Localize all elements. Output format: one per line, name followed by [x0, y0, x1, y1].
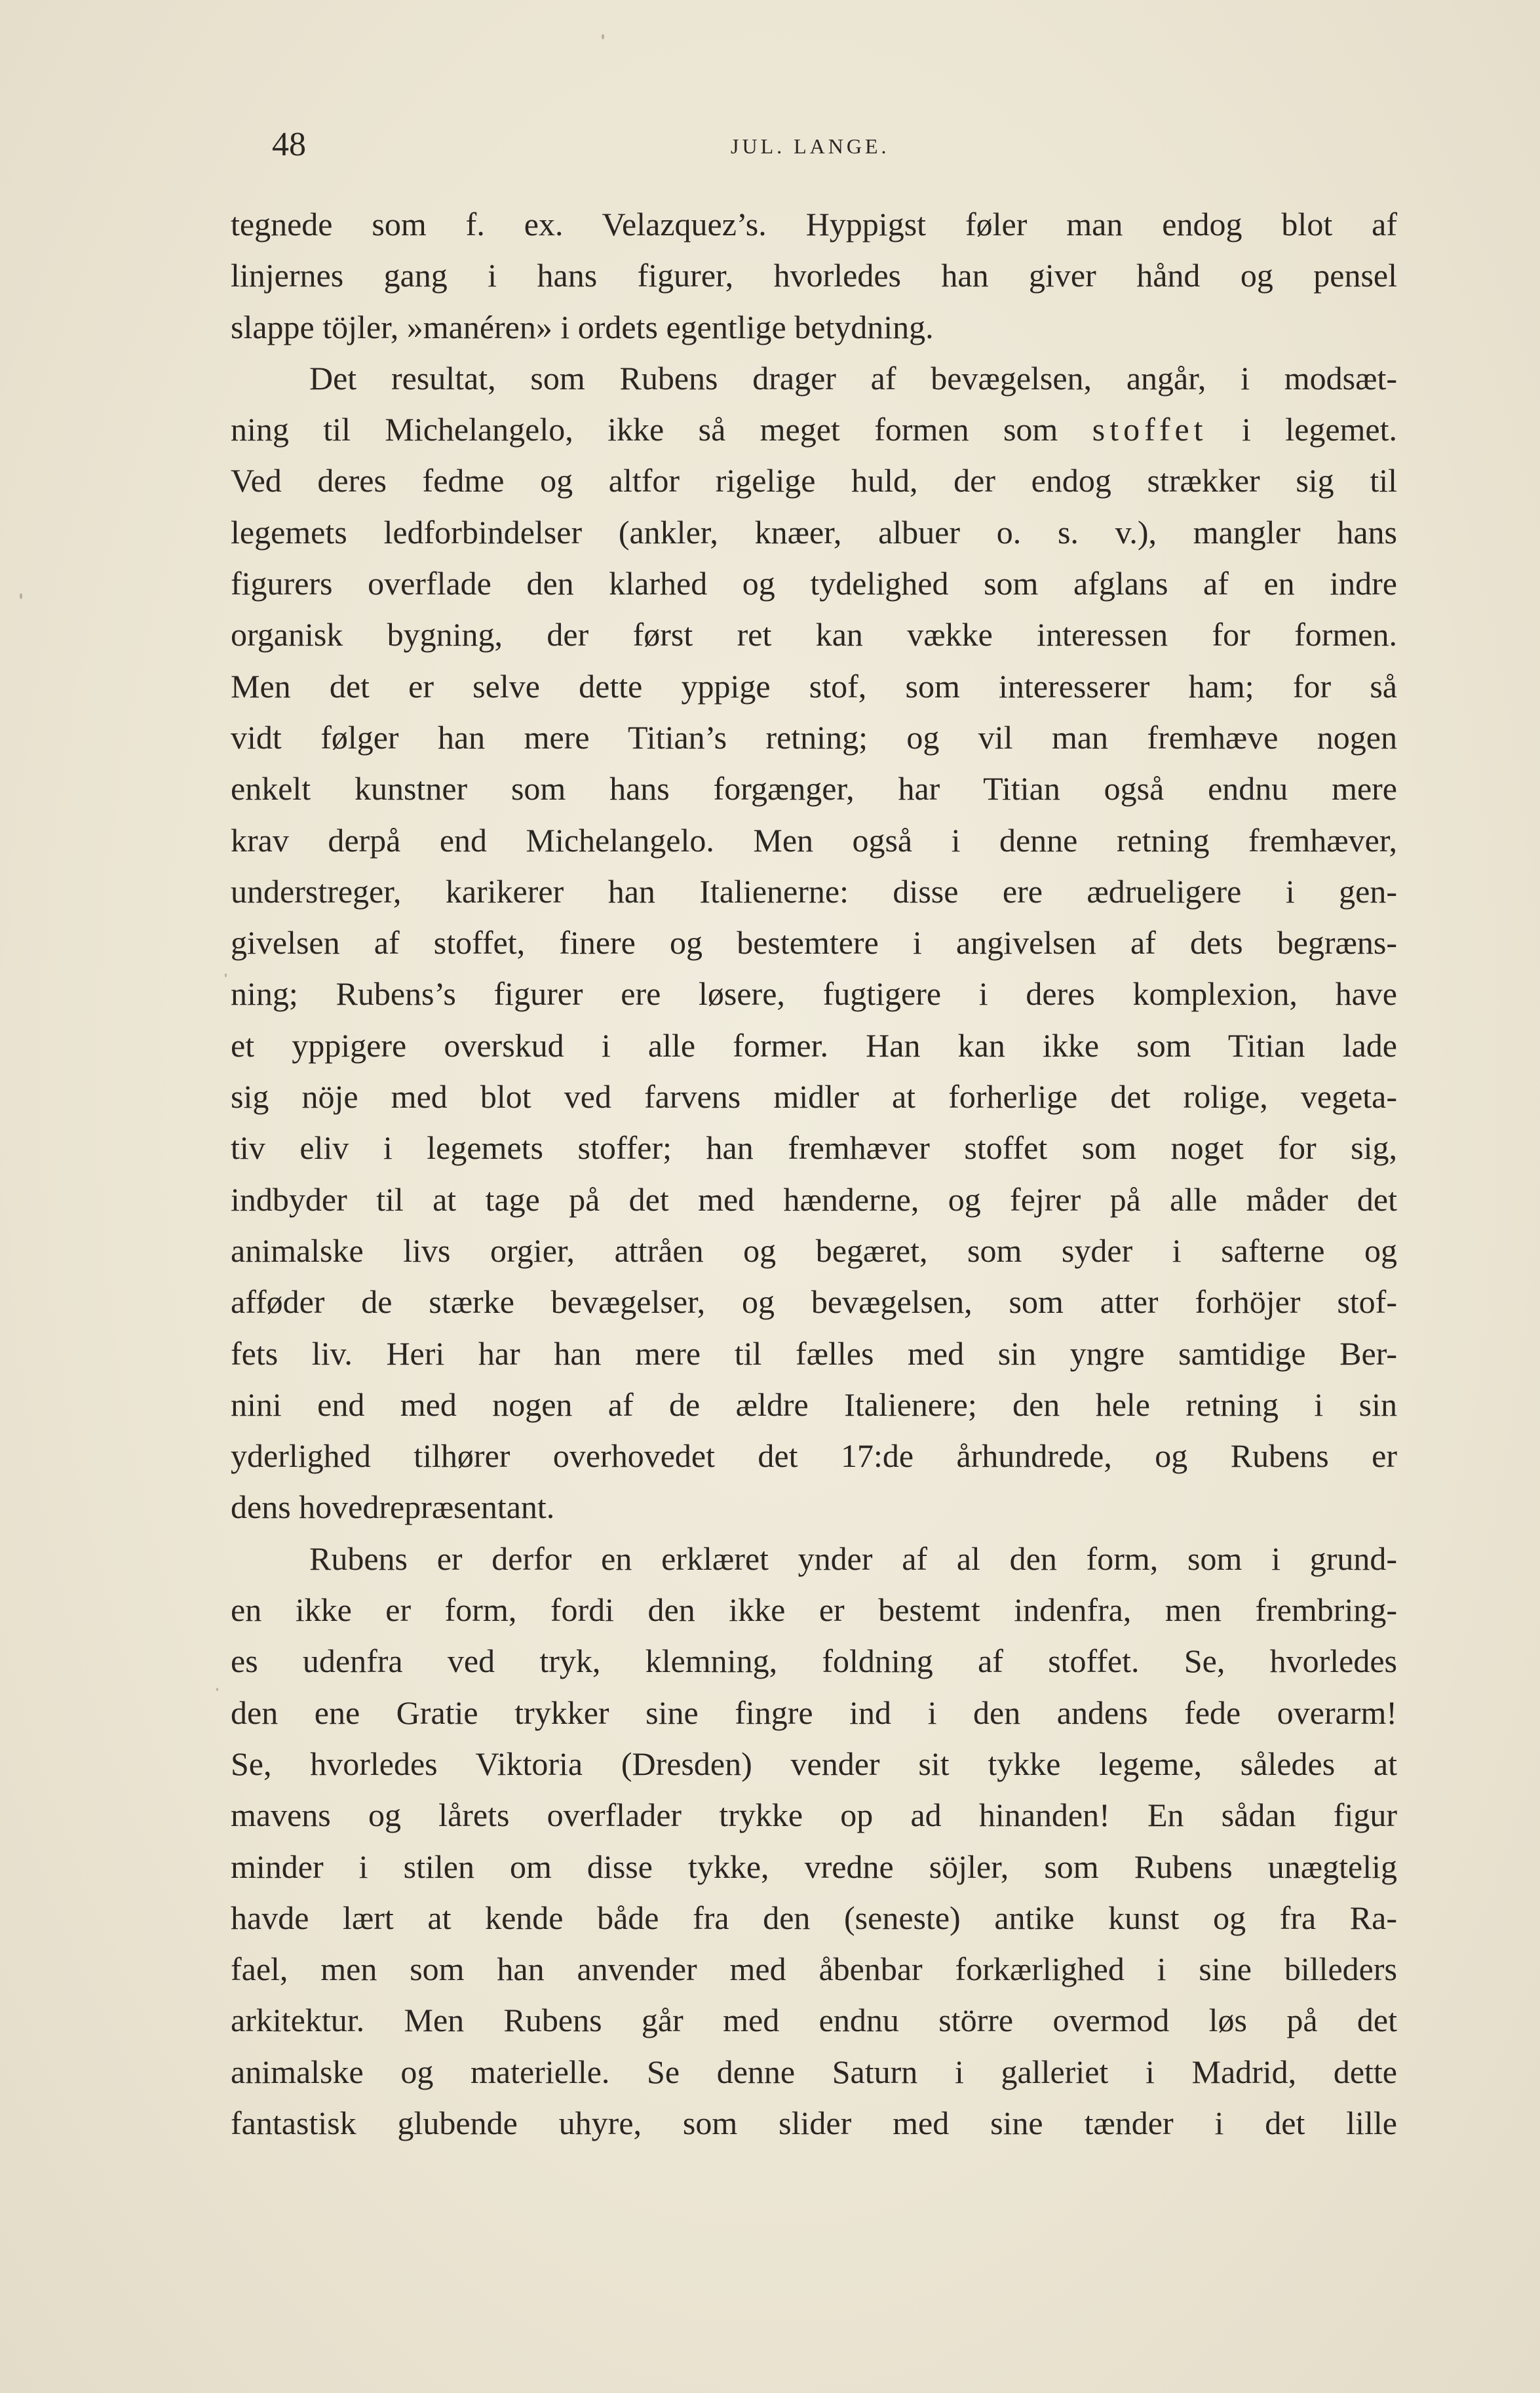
text-line: krav derpå end Michelangelo. Men også i denne retning fremhæver, — [231, 821, 1397, 859]
body-text — [231, 199, 1397, 2149]
emphasized-word: stoffet — [1092, 411, 1208, 448]
text-line: tegnede som f. ex. Velazquez’s. Hyppigst føler man endog blot af — [231, 206, 1397, 243]
text-line: Se, hvorledes Viktoria (Dresden) vender sit tykke legeme, således at — [231, 1745, 1397, 1782]
text-fragment: ning til Michelangelo, ikke så meget formen som — [231, 411, 1058, 448]
text-line: figurers overflade den klarhed og tydelighed som afglans af en indre — [231, 565, 1397, 602]
text-line: slappe töjler, »manéren» i ordets egentlige betydning. — [231, 308, 934, 345]
paper-speck — [20, 593, 22, 599]
text-line: den ene Gratie trykker sine fingre ind i den andens fede overarm! — [231, 1694, 1397, 1731]
text-line: mavens og lårets overflader trykke op ad hinanden! En sådan figur — [231, 1797, 1397, 1834]
text-line: Ved deres fedme og altfor rigelige huld, der endog strækker sig til — [231, 462, 1397, 499]
text-line: animalske og materielle. Se denne Saturn i galleriet i Madrid, dette — [231, 2053, 1397, 2090]
text-line: Det resultat, som Rubens drager af bevægelsen, angår, i modsæt- — [309, 359, 1397, 397]
text-line: fael, men som han anvender med åbenbar forkærlighed i sine billeders — [231, 1951, 1397, 1988]
paper-speck — [216, 1688, 218, 1691]
text-line: nini end med nogen af de ældre Italienere; den hele retning i sin — [231, 1386, 1397, 1423]
text-line: enkelt kunstner som hans forgænger, har Titian også endnu mere — [231, 770, 1397, 807]
page-number: 48 — [272, 126, 306, 163]
text-line: minder i stilen om disse tykke, vredne söjler, som Rubens unægtelig — [231, 1848, 1397, 1885]
text-line: linjernes gang i hans figurer, hvorledes han giver hånd og pensel — [231, 257, 1397, 294]
text-line: fantastisk glubende uhyre, som slider med sine tænder i det lille — [231, 2104, 1397, 2141]
text-line: animalske livs orgier, attråen og begæret, som syder i safterne og — [231, 1232, 1397, 1269]
text-line: et yppigere overskud i alle former. Han kan ikke som Titian lade — [231, 1026, 1397, 1064]
text-line: Rubens er derfor en erklæret ynder af al den form, som i grund- — [309, 1540, 1397, 1577]
text-line: dens hovedrepræsentant. — [231, 1488, 555, 1526]
text-line: es udenfra ved tryk, klemning, foldning af stoffet. Se, hvorledes — [231, 1643, 1397, 1680]
text-line: tiv eliv i legemets stoffer; han fremhæver stoffet som noget for sig, — [231, 1129, 1397, 1167]
text-line: ning; Rubens’s figurer ere løsere, fugtigere i deres komplexion, have — [231, 975, 1397, 1013]
text-line: yderlighed tilhører overhovedet det 17:de århundrede, og Rubens er — [231, 1437, 1397, 1475]
running-head: JUL. LANGE. — [731, 134, 890, 158]
text-line: understreger, karikerer han Italienerne: disse ere ædrueligere i gen- — [231, 872, 1397, 910]
page-header — [272, 122, 1396, 168]
paper-speck — [602, 34, 604, 39]
paper-speck — [225, 973, 227, 977]
text-line: organisk bygning, der først ret kan vække interessen for formen. — [231, 616, 1397, 653]
text-line: fets liv. Heri har han mere til fælles med sin yngre samtidige Ber- — [231, 1334, 1397, 1372]
text-line: vidt følger han mere Titian’s retning; og vil man fremhæve nogen — [231, 718, 1397, 756]
text-line: indbyder til at tage på det med hænderne, og fejrer på alle måder det — [231, 1180, 1397, 1218]
text-line: sig nöje med blot ved farvens midler at forherlige det rolige, vegeta- — [231, 1078, 1397, 1116]
text-line: givelsen af stoffet, finere og bestemtere i angivelsen af dets begræns- — [231, 924, 1397, 962]
text-line: Men det er selve dette yppige stof, som interesserer ham; for så — [231, 667, 1397, 705]
text-line: havde lært at kende både fra den (seneste) antike kunst og fra Ra- — [231, 1899, 1397, 1936]
text-line-with-emphasis — [231, 404, 1397, 455]
text-line: afføder de stærke bevægelser, og bevægelsen, som atter forhöjer stof- — [231, 1283, 1397, 1321]
text-line: legemets ledforbindelser (ankler, knæer, albuer o. s. v.), mangler hans — [231, 513, 1397, 551]
text-fragment: i legemet. — [1241, 411, 1398, 448]
text-line: en ikke er form, fordi den ikke er bestemt indenfra, men frembring- — [231, 1591, 1397, 1629]
text-line: arkitektur. Men Rubens går med endnu större overmod løs på det — [231, 2002, 1397, 2039]
